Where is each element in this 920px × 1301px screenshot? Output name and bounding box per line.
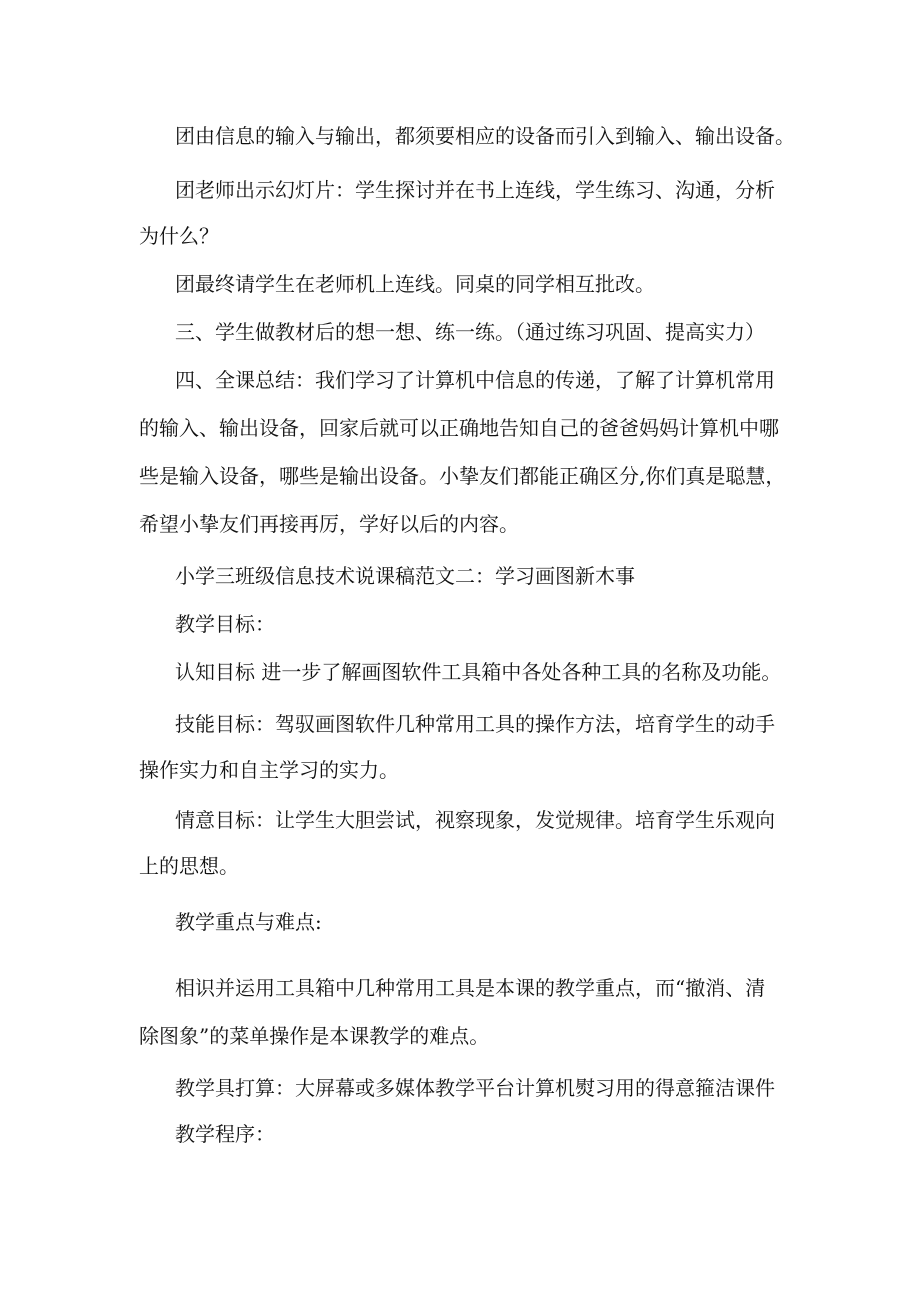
paragraph-4-line-1: 三、学生做教材后的想一想、练一练。（通过练习巩固、提高实力） [175, 320, 765, 344]
paragraph-7-line-1: 教学目标： [175, 612, 275, 636]
paragraph-10-line-1: 情意目标：让学生大胆尝试，视察现象，发觉规律。培育学生乐观向 [175, 808, 775, 832]
paragraph-5-line-2: 的输入、输出设备，回家后就可以正确地告知自己的爸爸妈妈计算机中哪 [139, 416, 779, 440]
paragraph-12-line-2: 除图象”的菜单操作是本课教学的难点。 [139, 1024, 490, 1048]
paragraph-2-line-2: 为什么？ [139, 224, 219, 248]
paragraph-5-line-1: 四、全课总结：我们学习了计算机中信息的传递，了解了计算机常用 [175, 368, 775, 392]
paragraph-12-line-1: 相识并运用工具箱中几种常用工具是本课的教学重点，而“撤消、清 [175, 976, 766, 1000]
paragraph-10-line-2: 上的思想。 [139, 854, 239, 878]
paragraph-8-line-1: 认知目标 进一步了解画图软件工具箱中各处各种工具的名称及功能。 [175, 660, 782, 684]
paragraph-5-line-4: 希望小挚友们再接再厉，学好以后的内容。 [139, 512, 519, 536]
paragraph-14-line-1: 教学程序： [175, 1122, 275, 1146]
paragraph-9-line-2: 操作实力和自主学习的实力。 [139, 758, 399, 782]
paragraph-1-line-1: 团由信息的输入与输出，都须要相应的设备而引入到输入、输出设备。 [175, 124, 795, 148]
paragraph-2-line-1: 团老师出示幻灯片：学生探讨并在书上连线，学生练习、沟通，分析 [175, 178, 775, 202]
paragraph-3-line-1: 团最终请学生在老师机上连线。同桌的同学相互批改。 [175, 272, 655, 296]
paragraph-11-line-1: 教学重点与难点: [175, 910, 322, 934]
paragraph-9-line-1: 技能目标：驾驭画图软件几种常用工具的操作方法，培育学生的动手 [175, 712, 775, 736]
paragraph-13-line-1: 教学具打算：大屏幕或多媒体教学平台计算机熨习用的得意箍洁课件 [175, 1076, 775, 1100]
paragraph-5-line-3: 些是输入设备，哪些是输出设备。小挚友们都能正确区分,你们真是聪慧， [139, 464, 786, 488]
paragraph-6-line-1: 小学三班级信息技术说课稿范文二：学习画图新木事 [175, 564, 635, 588]
